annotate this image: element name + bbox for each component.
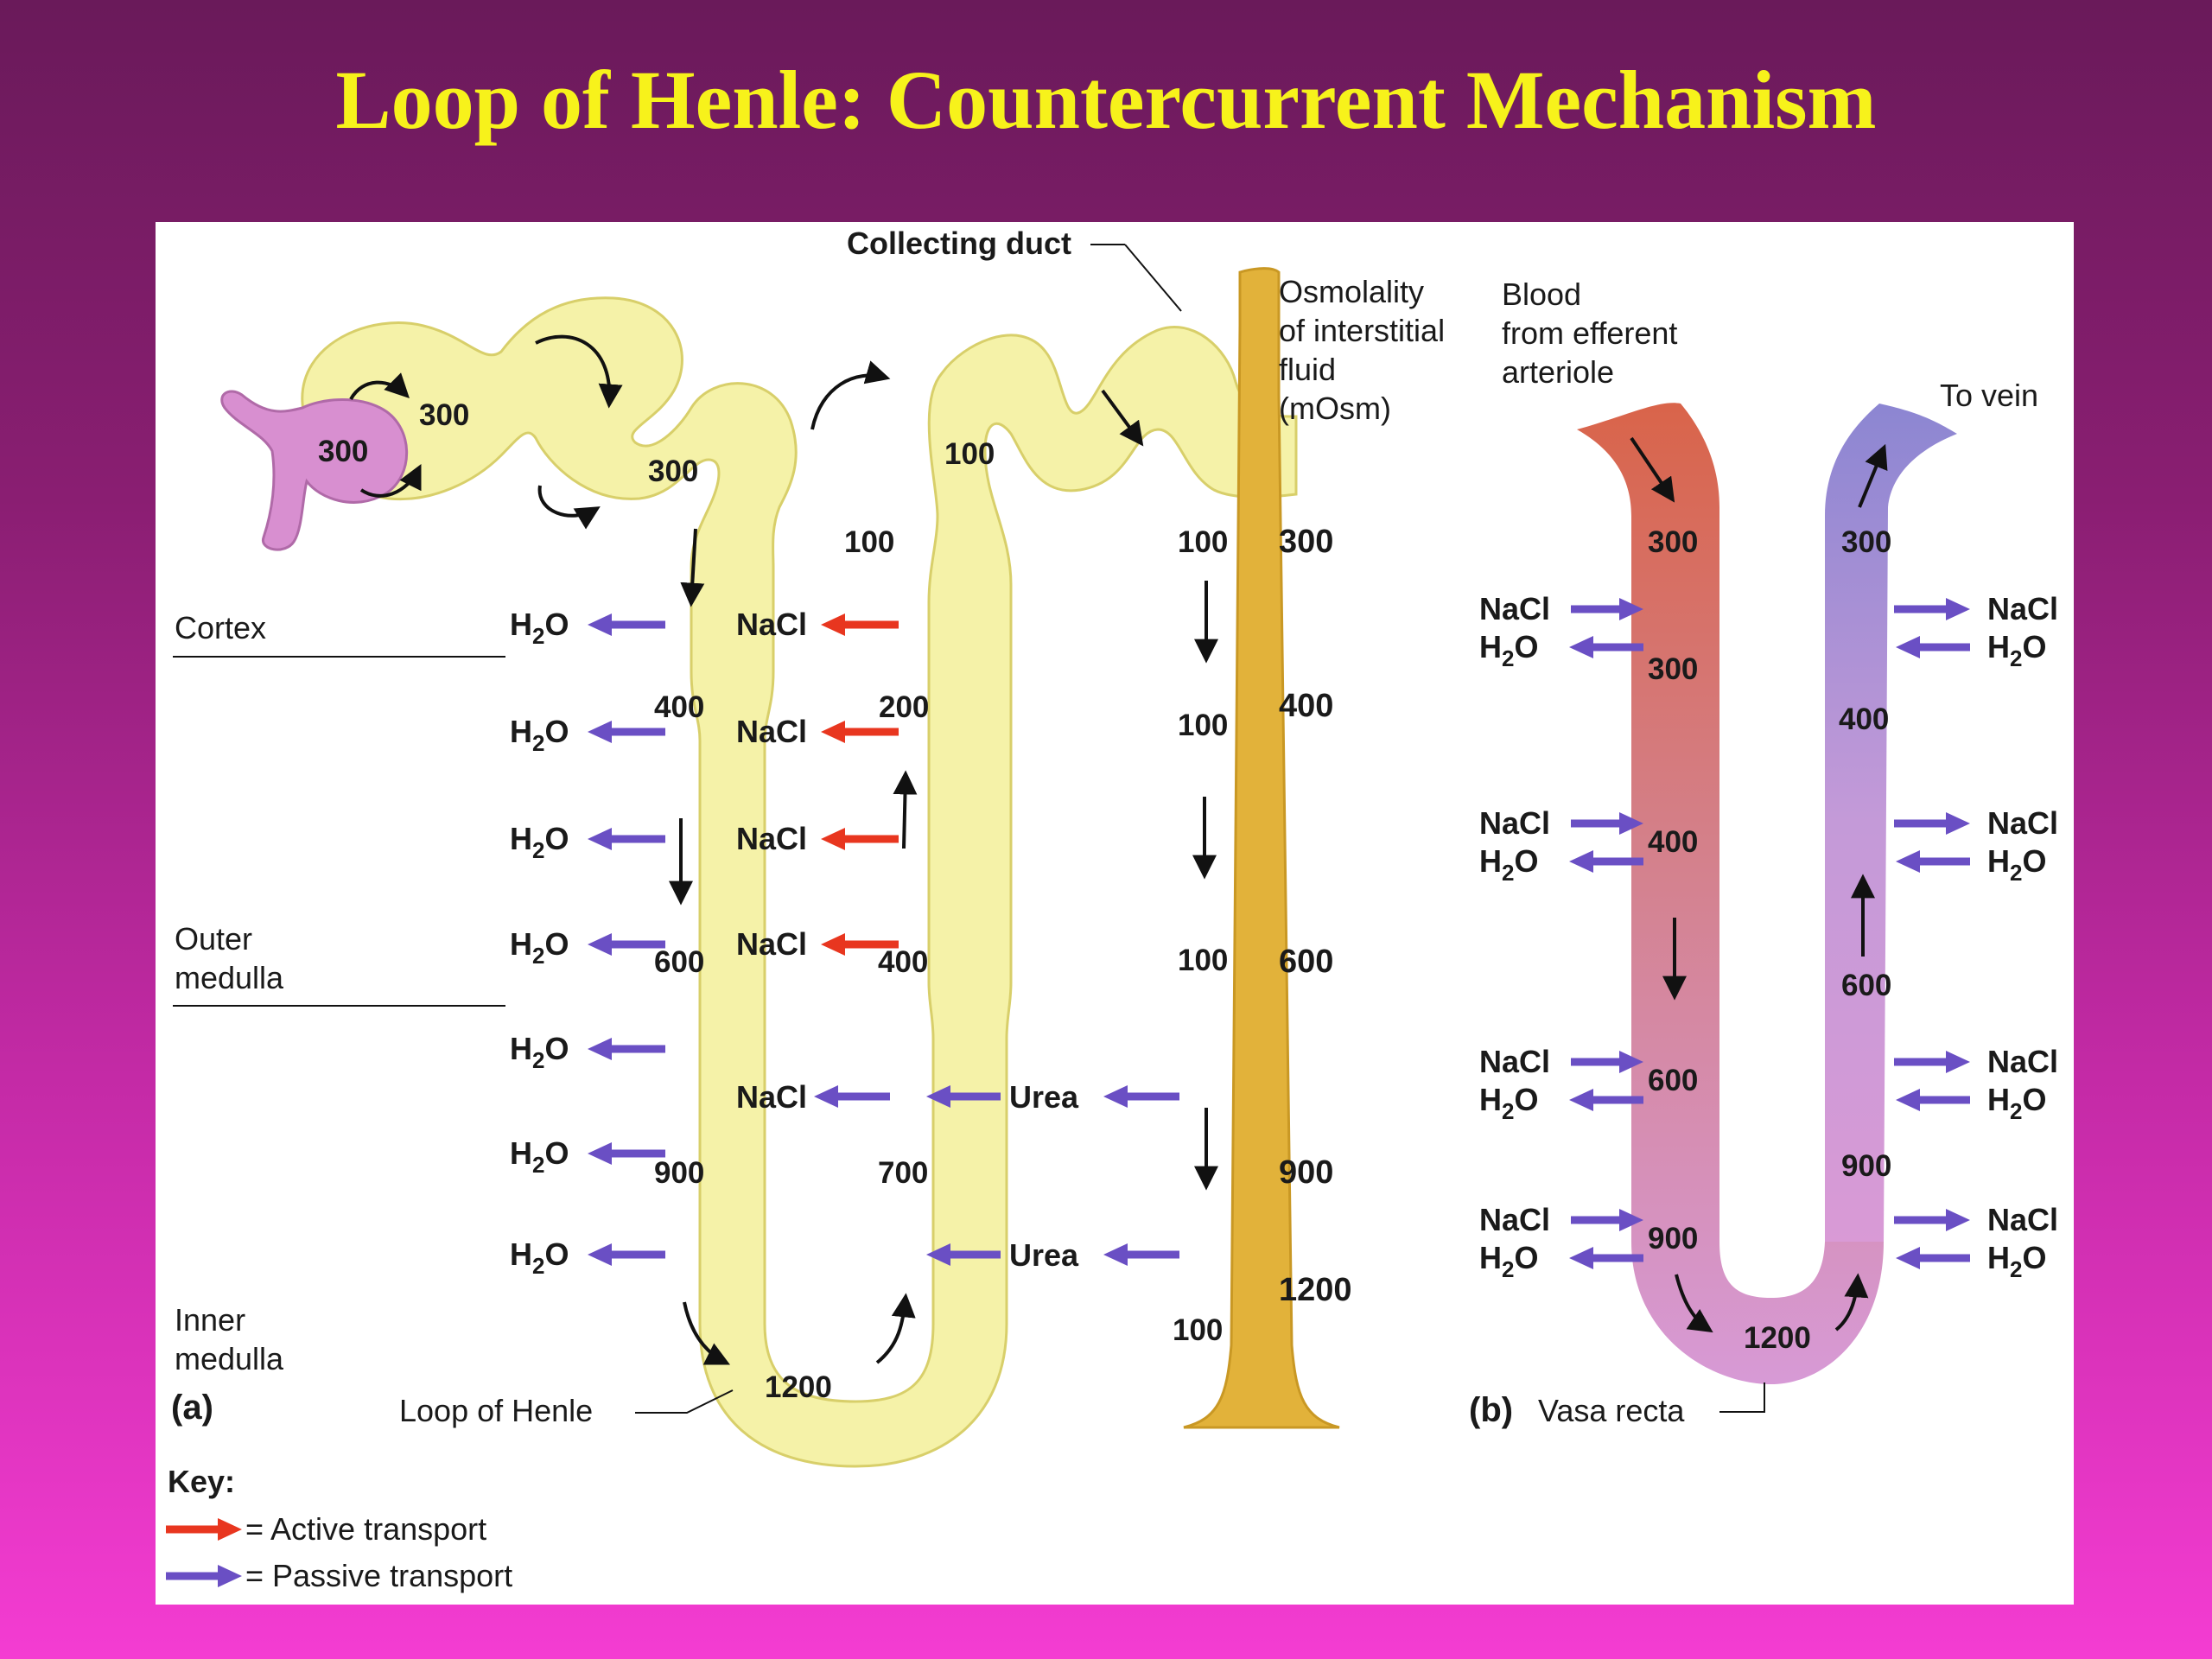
vasa-nacl-label: NaCl — [1987, 1202, 2059, 1237]
passive-arrowhead — [1103, 1085, 1128, 1108]
blood-label-3: arteriole — [1502, 354, 1615, 390]
blood-label-2: from efferent — [1502, 315, 1678, 351]
region-outer-medulla-2: medulla — [175, 960, 284, 995]
vasa-asc-value: 300 — [1841, 525, 1892, 559]
vasa-passive-arrowhead — [1569, 850, 1593, 873]
active-arrowhead — [821, 933, 845, 956]
vasa-h2o-label: $H_2O$ — [1987, 1240, 2047, 1282]
region-inner-medulla-1: Inner — [175, 1302, 246, 1338]
value-descending-3: 900 — [654, 1156, 705, 1190]
osmolality-header-2: of interstitial — [1279, 313, 1446, 348]
value-pct-end: 300 — [648, 454, 699, 488]
value-descending-1: 400 — [654, 690, 705, 724]
passive-arrowhead — [588, 613, 612, 636]
region-outer-medulla-1: Outer — [175, 921, 253, 957]
region-cortex: Cortex — [175, 610, 267, 645]
to-vein-label: To vein — [1940, 378, 2039, 413]
nacl-label: NaCl — [736, 607, 808, 642]
vasa-passive-arrowhead — [1569, 1247, 1593, 1269]
osmolality-header-4: (mOsm) — [1279, 391, 1391, 426]
urea-label: Urea — [1009, 1237, 1079, 1273]
vasa-h2o-label: $H_2O$ — [1479, 629, 1539, 671]
h2o-label: $H_2O$ — [510, 714, 569, 756]
vasa-passive-arrowhead — [1569, 636, 1593, 658]
value-ascending-top: 100 — [844, 525, 895, 559]
nacl-label: NaCl — [736, 1079, 808, 1115]
countercurrent-diagram — [156, 222, 2074, 1605]
value-loop-bottom: 1200 — [765, 1370, 832, 1404]
osmolality-value: 1200 — [1279, 1272, 1352, 1308]
urea-label: Urea — [1009, 1079, 1079, 1115]
h2o-label: $H_2O$ — [510, 821, 569, 863]
vasa-passive-arrowhead — [1946, 1051, 1970, 1073]
vasa-recta — [1577, 403, 1957, 1384]
legend-heading: Key: — [168, 1464, 236, 1499]
h2o-label: $H_2O$ — [510, 607, 569, 649]
h2o-label: $H_2O$ — [510, 926, 569, 969]
active-arrowhead — [821, 828, 845, 850]
passive-arrowhead — [814, 1085, 838, 1108]
value-cd-3: 100 — [1178, 944, 1229, 977]
panel-b-label: (b) — [1469, 1391, 1514, 1429]
passive-arrowhead — [588, 1142, 612, 1165]
legend-active-label: = Active transport — [245, 1511, 487, 1547]
legend-active-arrowhead — [218, 1518, 242, 1541]
vasa-nacl-label: NaCl — [1479, 1202, 1551, 1237]
collecting-duct-pointer-diag — [1125, 245, 1181, 311]
vasa-passive-arrowhead — [1896, 1247, 1920, 1269]
flow-arrow — [812, 376, 886, 430]
tubule-shape — [302, 298, 1296, 1466]
panel-a-label: (a) — [171, 1389, 213, 1427]
h2o-label: $H_2O$ — [510, 1236, 569, 1279]
vasa-nacl-label: NaCl — [1987, 1044, 2059, 1079]
vasa-h2o-label: $H_2O$ — [1987, 1082, 2047, 1124]
value-ascending-1: 200 — [879, 690, 930, 724]
vasa-nacl-label: NaCl — [1479, 805, 1551, 841]
value-glomerulus: 300 — [318, 435, 369, 468]
passive-arrowhead — [1103, 1243, 1128, 1266]
flow-arrow — [877, 1298, 906, 1363]
nephron-tubule — [222, 287, 1296, 1466]
collecting-duct-label: Collecting duct — [847, 226, 1071, 261]
vasa-passive-arrowhead — [1896, 850, 1920, 873]
nacl-label: NaCl — [736, 926, 808, 962]
vasa-label-pointer — [1719, 1382, 1764, 1412]
vasa-desc-value: 300 — [1648, 652, 1699, 686]
region-inner-medulla-2: medulla — [175, 1341, 284, 1376]
vasa-nacl-label: NaCl — [1479, 591, 1551, 626]
vasa-passive-arrowhead — [1896, 636, 1920, 658]
vasa-nacl-label: NaCl — [1987, 805, 2059, 841]
blood-label-1: Blood — [1502, 276, 1582, 312]
legend — [166, 1464, 512, 1593]
vasa-asc-value: 400 — [1839, 702, 1890, 736]
osmolality-value: 600 — [1279, 944, 1334, 980]
slide-title: Loop of Henle: Countercurrent Mechanism — [335, 54, 1877, 146]
loop-of-henle-label: Loop of Henle — [399, 1393, 594, 1428]
vasa-desc-value: 900 — [1648, 1222, 1699, 1255]
vasa-passive-arrowhead — [1569, 1089, 1593, 1111]
active-arrowhead — [821, 721, 845, 743]
vasa-asc-value: 900 — [1841, 1149, 1892, 1183]
vasa-recta-label: Vasa recta — [1538, 1393, 1685, 1428]
vasa-passive-arrowhead — [1946, 1209, 1970, 1231]
vasa-recta-exchange — [1479, 591, 2058, 1282]
passive-arrowhead — [588, 933, 612, 956]
vasa-nacl-label: NaCl — [1479, 1044, 1551, 1079]
h2o-label: $H_2O$ — [510, 1031, 569, 1073]
value-cd-1: 100 — [1178, 525, 1229, 559]
value-ascending-3: 700 — [878, 1156, 929, 1190]
nacl-label: NaCl — [736, 714, 808, 749]
passive-arrowhead — [588, 721, 612, 743]
vasa-h2o-label: $H_2O$ — [1987, 629, 2047, 671]
vasa-h2o-label: $H_2O$ — [1987, 843, 2047, 886]
flow-arrow — [540, 486, 596, 516]
osmolality-value: 300 — [1279, 524, 1334, 560]
glomerulus — [222, 391, 407, 550]
value-ascending-2: 400 — [878, 945, 929, 979]
legend-passive-arrowhead — [218, 1565, 242, 1587]
passive-arrowhead — [588, 828, 612, 850]
vasa-passive-arrowhead — [1946, 598, 1970, 620]
osmolality-header-3: fluid — [1279, 352, 1337, 387]
vasa-h2o-label: $H_2O$ — [1479, 843, 1539, 886]
vasa-desc-value: 300 — [1648, 525, 1699, 559]
value-dct: 100 — [944, 437, 995, 471]
value-cd-2: 100 — [1178, 709, 1229, 742]
osmolality-value: 400 — [1279, 688, 1334, 724]
vasa-passive-arrowhead — [1946, 812, 1970, 835]
active-arrowhead — [821, 613, 845, 636]
vasa-h2o-label: $H_2O$ — [1479, 1082, 1539, 1124]
value-descending-2: 600 — [654, 945, 705, 979]
vasa-h2o-label: $H_2O$ — [1479, 1240, 1539, 1282]
vasa-desc-value: 400 — [1648, 825, 1699, 859]
vasa-bottom-value: 1200 — [1744, 1321, 1811, 1355]
passive-arrowhead — [588, 1243, 612, 1266]
osmolality-value: 900 — [1279, 1154, 1334, 1191]
value-pct-start: 300 — [419, 398, 470, 432]
descending-water-efflux — [510, 607, 665, 1279]
nacl-label: NaCl — [736, 821, 808, 856]
vasa-asc-value: 600 — [1841, 969, 1892, 1002]
vasa-nacl-label: NaCl — [1987, 591, 2059, 626]
vasa-passive-arrowhead — [1896, 1089, 1920, 1111]
passive-arrowhead — [588, 1038, 612, 1060]
value-cd-4: 100 — [1173, 1313, 1224, 1347]
vasa-desc-value: 600 — [1648, 1064, 1699, 1097]
osmolality-header-1: Osmolality — [1279, 274, 1425, 309]
flow-arrow — [904, 775, 906, 849]
legend-passive-label: = Passive transport — [245, 1558, 513, 1593]
h2o-label: $H_2O$ — [510, 1135, 569, 1178]
diagram-figure — [156, 222, 2074, 1605]
